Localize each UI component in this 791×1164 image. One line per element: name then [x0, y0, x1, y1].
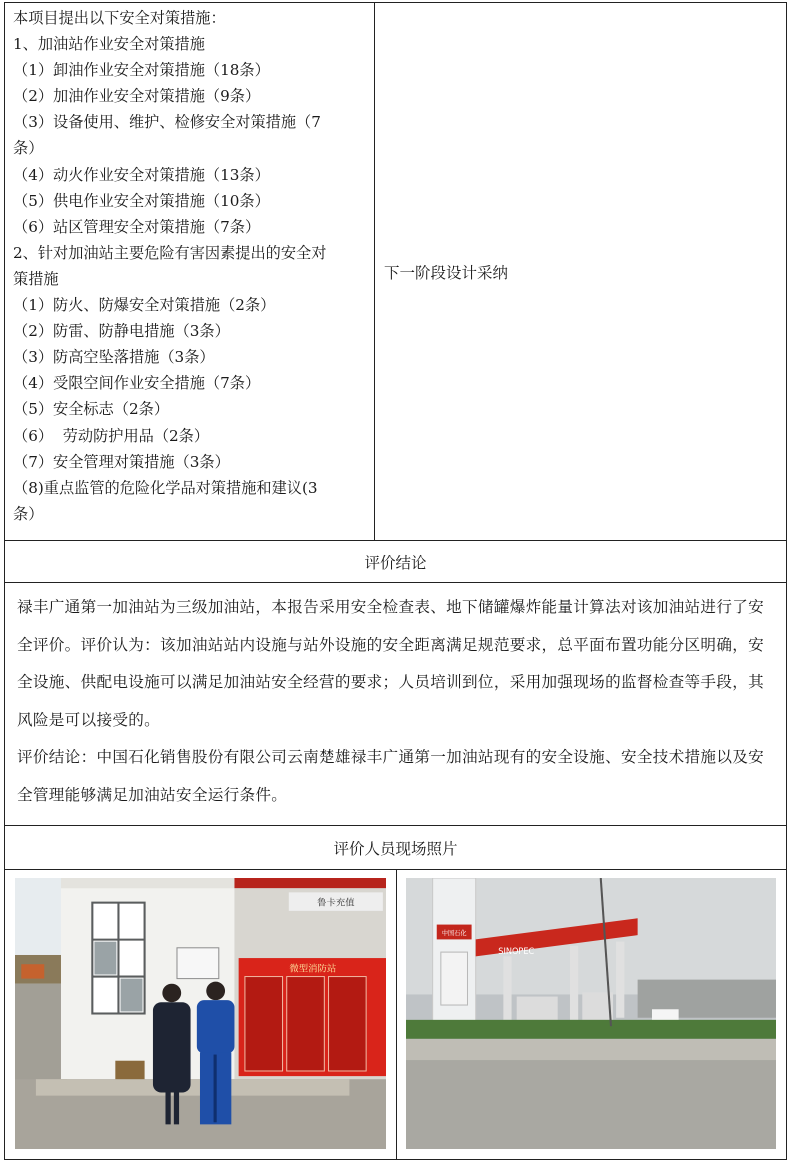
evaluators-photo: [15, 878, 386, 1149]
photo-right-cell: [396, 870, 786, 1159]
measure-line: （8)重点监管的危险化学品对策措施和建议(3: [13, 478, 318, 497]
conclusion-body-row: [5, 582, 786, 825]
conclusion-paragraph-1: 禄丰广通第一加油站为三级加油站，本报告采用安全检查表、地下储罐爆炸能量计算法对该加油站进行了安全评价。评价认为：该加油站站内设施与站外设施的安全距离满足规范要求，总平面布置功能分区明确，安全设施、供配电设施可以满足加油站安全经营的要求；人员培训到位，采用加强现场的监督检查等手段，其风险是可以接受的。: [17, 598, 765, 729]
photos-heading: 评价人员现场照片: [333, 839, 458, 858]
canopy-brand: SINOPEC: [498, 946, 535, 957]
measure-line: （3）设备使用、维护、检修安全对策措施（7: [13, 113, 321, 132]
conclusion-heading: 评价结论: [364, 553, 427, 572]
measure-line: （1）防火、防爆安全对策措施（2条）: [13, 296, 276, 315]
measure-line: （6） 劳动防护用品（2条）: [13, 426, 210, 445]
measures-row: [5, 3, 786, 540]
measure-line: 策措施: [13, 269, 59, 288]
adoption-text: 下一阶段设计采纳: [384, 263, 509, 282]
photos-row: [5, 869, 786, 1159]
measure-line: 2、针对加油站主要危险有害因素提出的安全对: [13, 243, 327, 262]
measure-line: （7）安全管理对策措施（3条）: [13, 452, 230, 471]
top-sign-text: 鲁卡充值: [317, 897, 355, 909]
conclusion-heading-row: [5, 540, 786, 582]
measure-line: （4）受限空间作业安全措施（7条）: [13, 374, 261, 393]
measure-line: 1、加油站作业安全对策措施: [13, 35, 205, 54]
fire-station-sign: 微型消防站: [289, 963, 337, 975]
measure-line: （5）安全标志（2条）: [13, 400, 170, 419]
measure-line: 条）: [13, 139, 44, 158]
measure-line: （1）卸油作业安全对策措施（18条）: [13, 61, 270, 80]
photos-heading-row: [5, 825, 786, 869]
measures-list: [5, 3, 374, 540]
pole-brand: 中国石化: [441, 930, 467, 938]
measure-line: （5）供电作业安全对策措施（10条）: [13, 191, 270, 210]
conclusion-body: [5, 583, 786, 825]
measure-line: （3）防高空坠落措施（3条）: [13, 348, 215, 367]
measure-line: （2）加油作业安全对策措施（9条）: [13, 87, 261, 106]
report-table: [4, 2, 787, 1160]
station-photo: [406, 878, 776, 1149]
photo-left-cell: [5, 870, 396, 1159]
measure-line: 条）: [13, 504, 44, 523]
conclusion-paragraph-2: 评价结论：中国石化销售股份有限公司云南楚雄禄丰广通第一加油站现有的安全设施、安全技术措施以及安全管理能够满足加油站安全运行条件。: [17, 748, 765, 804]
measure-line: （2）防雷、防静电措施（3条）: [13, 322, 230, 341]
measure-line: （6）站区管理安全对策措施（7条）: [13, 217, 261, 236]
measure-line: 本项目提出以下安全对策措施：: [13, 9, 226, 27]
measure-line: （4）动火作业安全对策措施（13条）: [13, 165, 270, 184]
adoption-status: [374, 3, 786, 540]
